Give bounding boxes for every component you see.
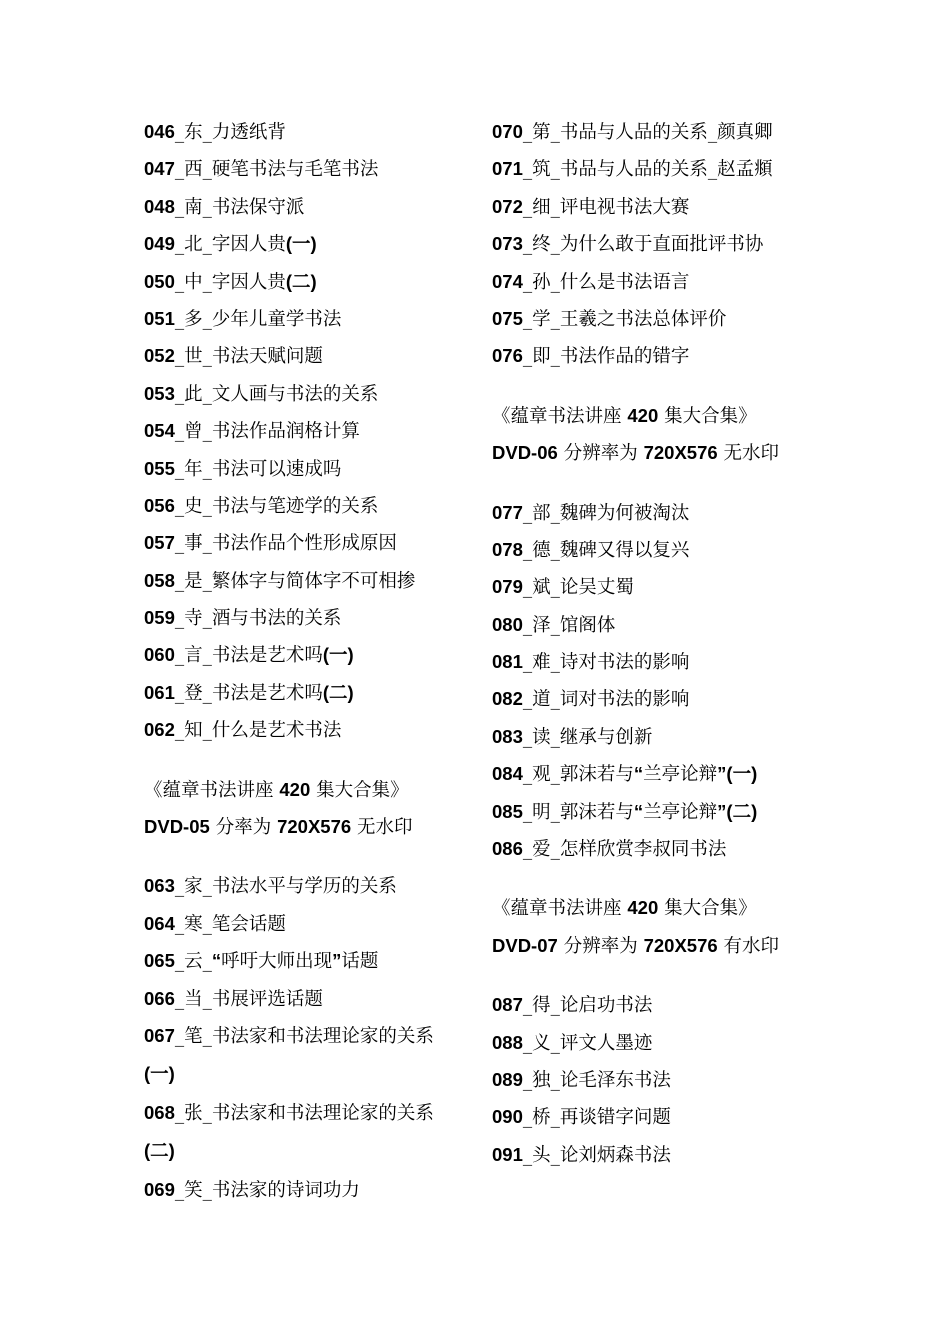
episode-item xyxy=(492,830,812,867)
episode-number: 086 xyxy=(492,838,523,860)
episode-title: _细_评电视书法大赛 xyxy=(522,196,690,218)
episode-item xyxy=(144,1094,474,1171)
episode-title: _东_力透纸背 xyxy=(174,122,286,143)
episode-title: _爱_怎样欣赏李叔同书法 xyxy=(522,839,727,861)
episode-list xyxy=(492,494,812,868)
episode-number: 053 xyxy=(144,382,175,404)
episode-number: 089 xyxy=(492,1068,523,1090)
episode-item xyxy=(492,1024,812,1061)
episode-title: _明_郭沫若与 xyxy=(522,801,634,823)
episode-number: 069 xyxy=(144,1178,175,1200)
episode-number: 078 xyxy=(492,538,523,560)
episode-title: _寒_笔会话题 xyxy=(174,913,286,935)
episode-number: 064 xyxy=(144,912,175,934)
episode-number: 087 xyxy=(492,994,523,1016)
episode-part: (二) xyxy=(144,1140,175,1162)
episode-title: _即_书法作品的错字 xyxy=(522,346,690,368)
episode-number: 052 xyxy=(144,345,175,367)
episode-number: 090 xyxy=(492,1106,523,1128)
episode-item xyxy=(492,113,812,150)
episode-number: 070 xyxy=(492,121,523,142)
episode-title: _道_词对书法的影响 xyxy=(522,689,690,711)
episode-title: _笑_书法家的诗词功力 xyxy=(174,1179,360,1201)
episode-title: _此_文人画与书法的关系 xyxy=(174,383,379,405)
episode-title: _是_繁体字与简体字不可相掺 xyxy=(174,570,416,592)
episode-item xyxy=(492,1061,812,1098)
episode-title: _第_书品与人品的关系_颜真卿 xyxy=(522,122,773,143)
episode-item xyxy=(144,375,474,412)
episode-item xyxy=(492,643,812,680)
episode-title: _德_魏碑又得以复兴 xyxy=(522,539,690,561)
episode-title: _寺_酒与书法的关系 xyxy=(174,608,342,630)
dvd-info: DVD-06 分辨率为 720X576 无水印 xyxy=(492,442,780,465)
episode-item xyxy=(144,412,474,449)
episode-item xyxy=(144,711,474,748)
episode-item xyxy=(144,150,474,187)
episode-item xyxy=(144,674,474,711)
episode-number: 082 xyxy=(492,688,523,710)
episode-item xyxy=(144,450,474,487)
episode-number: 054 xyxy=(144,420,175,442)
episode-item xyxy=(144,225,474,262)
episode-title: _观_郭沫若与 xyxy=(522,764,634,786)
episode-title: _史_书法与笔迹学的关系 xyxy=(174,495,379,517)
episode-item xyxy=(144,1171,474,1208)
episode-title: _西_硬笔书法与毛笔书法 xyxy=(174,159,379,181)
episode-item xyxy=(492,263,812,300)
episode-item xyxy=(144,337,474,374)
episode-number: 088 xyxy=(492,1031,523,1053)
episode-number: 075 xyxy=(492,307,523,329)
episode-item xyxy=(144,562,474,599)
episode-item xyxy=(144,113,474,150)
episode-title: _世_书法天赋问题 xyxy=(174,346,323,368)
episode-title: _年_书法可以速成吗 xyxy=(174,458,342,480)
episode-title: _得_论启功书法 xyxy=(522,995,653,1017)
episode-item xyxy=(492,531,812,568)
episode-number: 073 xyxy=(492,233,523,255)
episode-part: (一) xyxy=(144,1063,175,1085)
episode-title: _桥_再谈错字问题 xyxy=(522,1107,671,1129)
episode-item xyxy=(492,188,812,225)
episode-item xyxy=(144,487,474,524)
episode-number: 091 xyxy=(492,1143,523,1165)
episode-number: 067 xyxy=(144,1024,175,1046)
episode-part: (二) xyxy=(285,270,317,292)
episode-title: _难_诗对书法的影响 xyxy=(522,652,690,674)
episode-item xyxy=(492,225,812,262)
episode-item xyxy=(492,606,812,643)
episode-title: _当_书展评选话题 xyxy=(174,988,323,1010)
episode-item xyxy=(144,636,474,673)
episode-part: (二) xyxy=(322,681,354,703)
episode-item xyxy=(144,905,474,942)
episode-item xyxy=(492,150,812,187)
episode-title: _筑_书品与人品的关系_赵孟頫 xyxy=(522,159,773,181)
episode-item xyxy=(492,680,812,717)
episode-title: _知_什么是艺术书法 xyxy=(174,720,342,742)
episode-number: 049 xyxy=(144,233,175,255)
episode-item xyxy=(492,494,812,531)
episode-item xyxy=(144,524,474,561)
episode-number: 080 xyxy=(492,613,523,635)
episode-title: _南_书法保守派 xyxy=(174,196,305,218)
episode-title: _事_书法作品个性形成原因 xyxy=(174,533,397,555)
episode-number: 058 xyxy=(144,569,175,591)
episode-number: 060 xyxy=(144,644,175,666)
episode-number: 048 xyxy=(144,195,175,217)
episode-item xyxy=(144,867,474,904)
episode-number: 065 xyxy=(144,950,175,972)
episode-part: (一) xyxy=(726,763,758,785)
episode-number: 085 xyxy=(492,800,523,822)
episode-item: 065_云_“呼吁大师出现”话题 xyxy=(144,950,379,973)
episode-item xyxy=(144,599,474,636)
episode-list xyxy=(492,113,812,375)
episode-title: _泽_馆阁体 xyxy=(522,614,616,636)
episode-title: _北_字因人贵 xyxy=(174,234,286,256)
episode-list xyxy=(144,113,474,749)
episode-number: 050 xyxy=(144,270,175,292)
episode-item xyxy=(492,986,812,1023)
episode-number: 077 xyxy=(492,501,523,523)
episode-title: _多_少年儿童学书法 xyxy=(174,308,342,330)
episode-number: 059 xyxy=(144,607,175,629)
episode-part: (一) xyxy=(322,644,354,666)
episode-item xyxy=(492,718,812,755)
episode-title: _斌_论吴丈蜀 xyxy=(522,577,634,599)
episode-number: 051 xyxy=(144,307,175,329)
episode-title: _家_书法水平与学历的关系 xyxy=(174,876,397,898)
episode-number: 074 xyxy=(492,270,523,292)
episode-number: 056 xyxy=(144,494,175,516)
episode-number: 083 xyxy=(492,725,523,747)
episode-item xyxy=(144,980,474,1017)
episode-number: 081 xyxy=(492,651,523,673)
collection-title: 《蕴章书法讲座 420 集大合集》 xyxy=(492,404,757,427)
episode-item xyxy=(492,1098,812,1135)
episode-title: _曾_书法作品润格计算 xyxy=(174,421,360,443)
episode-number: 057 xyxy=(144,532,175,554)
episode-item xyxy=(492,1136,812,1173)
episode-number: 079 xyxy=(492,576,523,598)
episode-number: 063 xyxy=(144,875,175,897)
episode-item xyxy=(492,568,812,605)
episode-title: _部_魏碑为何被淘汰 xyxy=(522,502,690,524)
dvd-info: DVD-05 分率为 720X576 无水印 xyxy=(144,816,413,839)
episode-number: 061 xyxy=(144,681,175,703)
collection-title: 《蕴章书法讲座 420 集大合集》 xyxy=(492,897,757,920)
episode-number: 055 xyxy=(144,457,175,479)
episode-title: _云_ xyxy=(174,951,212,973)
episode-list xyxy=(144,867,474,1208)
left-column xyxy=(144,113,474,1208)
episode-item xyxy=(144,1017,474,1094)
episode-item: 085_明_郭沫若与“兰亭论辩”(二) xyxy=(492,800,758,823)
episode-part: (一) xyxy=(285,233,317,255)
episode-title: _读_继承与创新 xyxy=(522,726,653,748)
episode-list xyxy=(492,986,812,1173)
episode-number: 068 xyxy=(144,1101,175,1123)
episode-number: 062 xyxy=(144,719,175,741)
episode-item xyxy=(144,300,474,337)
episode-title: _中_字因人贵 xyxy=(174,271,286,293)
episode-title: _学_王羲之书法总体评价 xyxy=(522,308,727,330)
episode-title: _终_为什么敢于直面批评书协 xyxy=(522,234,764,256)
right-column xyxy=(492,113,812,1173)
episode-title: _言_书法是艺术吗 xyxy=(174,645,323,667)
episode-title: _义_评文人墨迹 xyxy=(522,1032,653,1054)
collection-title: 《蕴章书法讲座 420 集大合集》 xyxy=(144,778,409,801)
episode-number: 066 xyxy=(144,987,175,1009)
episode-title: _独_论毛泽东书法 xyxy=(522,1069,671,1091)
episode-title: _笔_书法家和书法理论家的关系 xyxy=(174,1025,434,1047)
episode-number: 072 xyxy=(492,195,523,217)
episode-number: 047 xyxy=(144,158,175,180)
episode-item: 084_观_郭沫若与“兰亭论辩”(一) xyxy=(492,763,758,786)
episode-part: (二) xyxy=(726,800,758,822)
episode-number: 084 xyxy=(492,763,523,785)
episode-item xyxy=(492,300,812,337)
episode-number: 071 xyxy=(492,158,523,180)
episode-title: _张_书法家和书法理论家的关系 xyxy=(174,1102,434,1124)
dvd-info: DVD-07 分辨率为 720X576 有水印 xyxy=(492,934,780,957)
episode-number: 046 xyxy=(144,121,175,142)
episode-title: _孙_什么是书法语言 xyxy=(522,271,690,293)
episode-number: 076 xyxy=(492,345,523,367)
episode-title: _登_书法是艺术吗 xyxy=(174,682,323,704)
episode-item xyxy=(492,337,812,374)
episode-item xyxy=(144,188,474,225)
episode-title: _头_论刘炳森书法 xyxy=(522,1144,671,1166)
episode-item xyxy=(144,263,474,300)
